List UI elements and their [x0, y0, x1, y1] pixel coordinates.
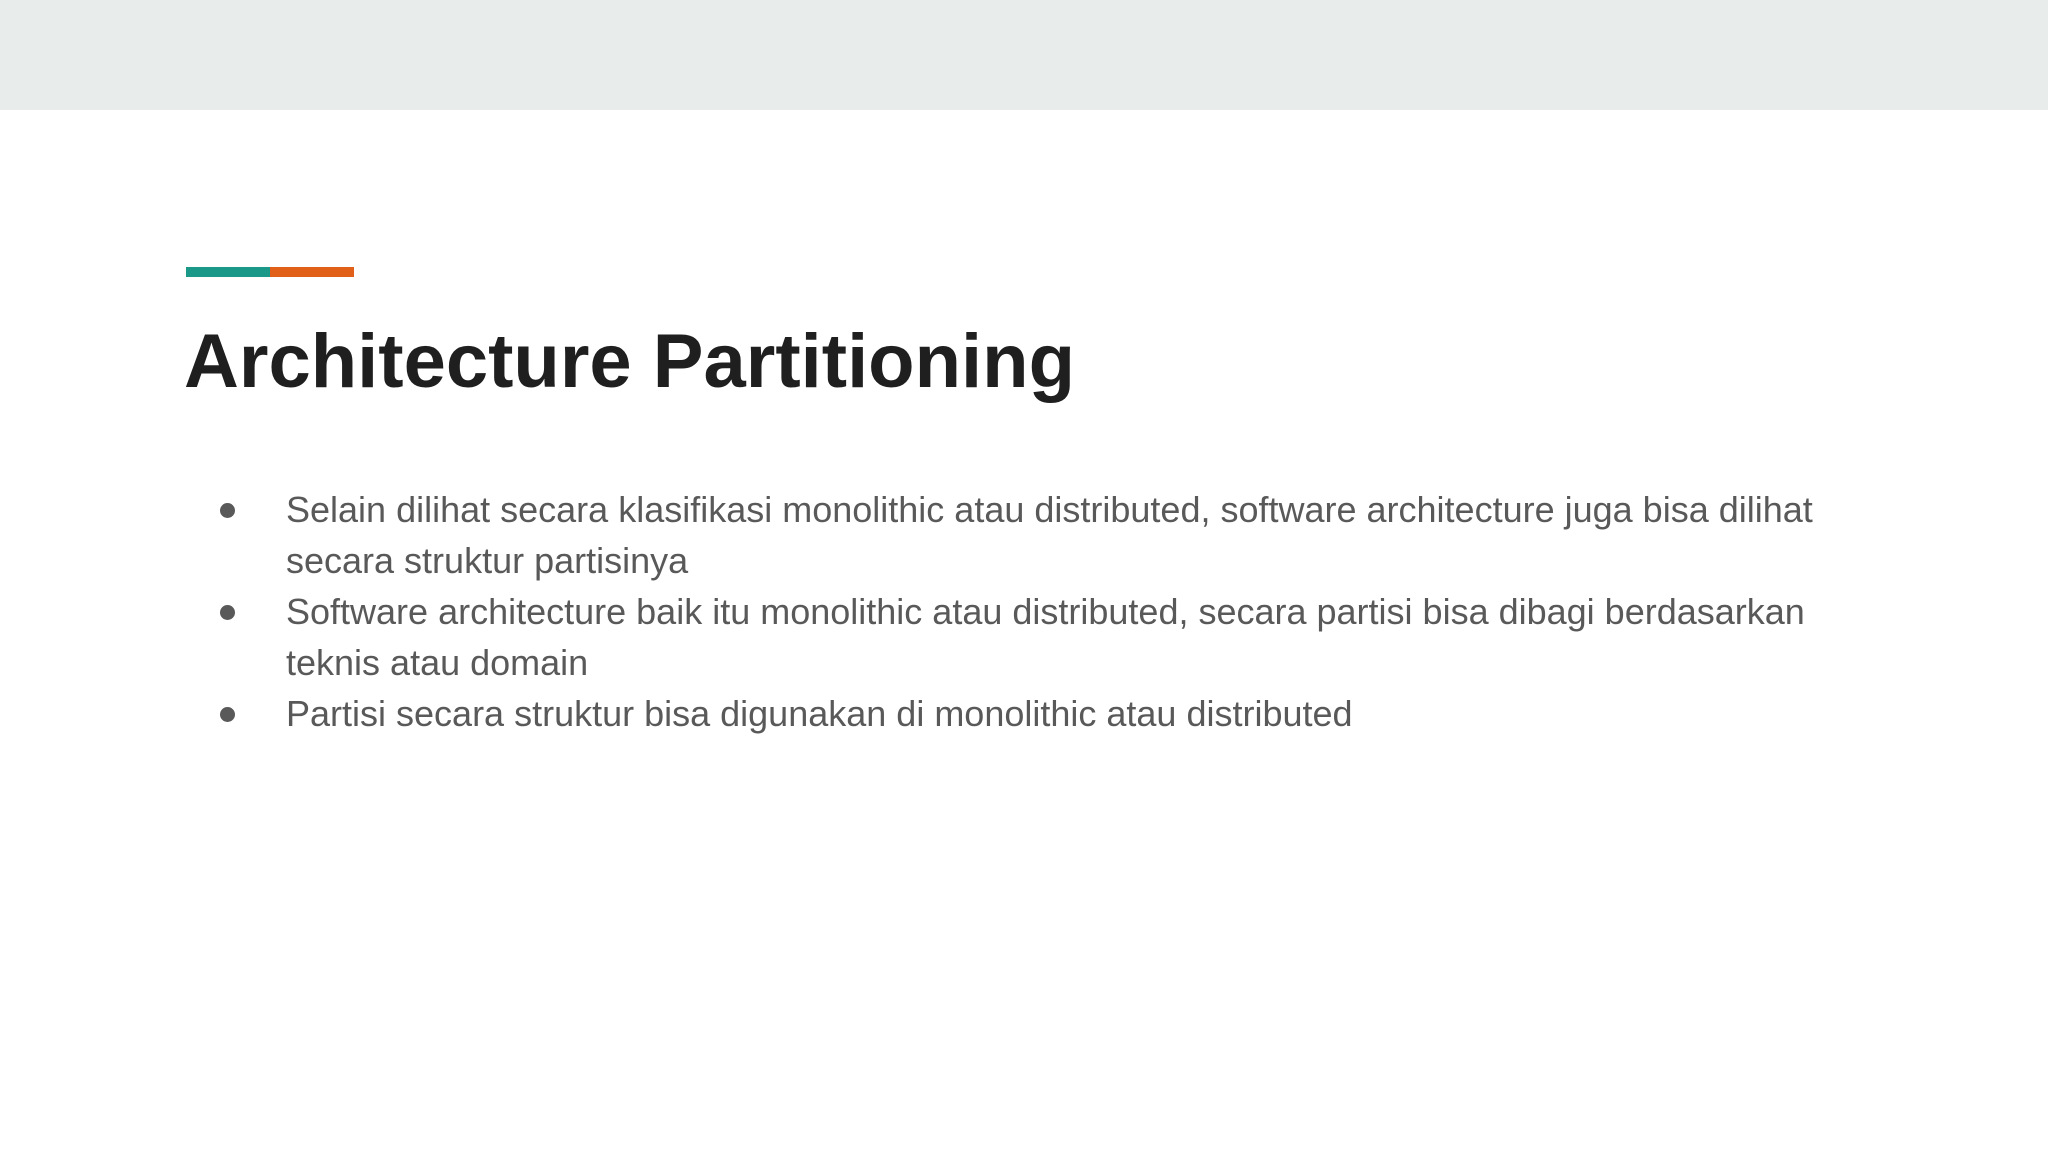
- bullet-item: [214, 688, 1854, 739]
- bullet-dot-icon: [220, 503, 235, 518]
- accent-orange-segment: [270, 267, 354, 277]
- title-accent-bar: [186, 267, 354, 277]
- bullet-text: Partisi secara struktur bisa digunakan di monolithic atau distributed: [286, 693, 1353, 734]
- bullet-list: [214, 484, 1854, 739]
- top-band: [0, 0, 2048, 110]
- slide-title: Architecture Partitioning: [184, 319, 1075, 404]
- bullet-text: Software architecture baik itu monolithic atau distributed, secara partisi bisa dibagi berdasarkan teknis atau domain: [286, 591, 1805, 683]
- bullet-dot-icon: [220, 605, 235, 620]
- bullet-dot-icon: [220, 707, 235, 722]
- bullet-text: Selain dilihat secara klasifikasi monolithic atau distributed, software architecture juga bisa dilihat secara struktur partisinya: [286, 489, 1813, 581]
- bullet-item: [214, 484, 1854, 586]
- accent-teal-segment: [186, 267, 270, 277]
- bullet-item: [214, 586, 1854, 688]
